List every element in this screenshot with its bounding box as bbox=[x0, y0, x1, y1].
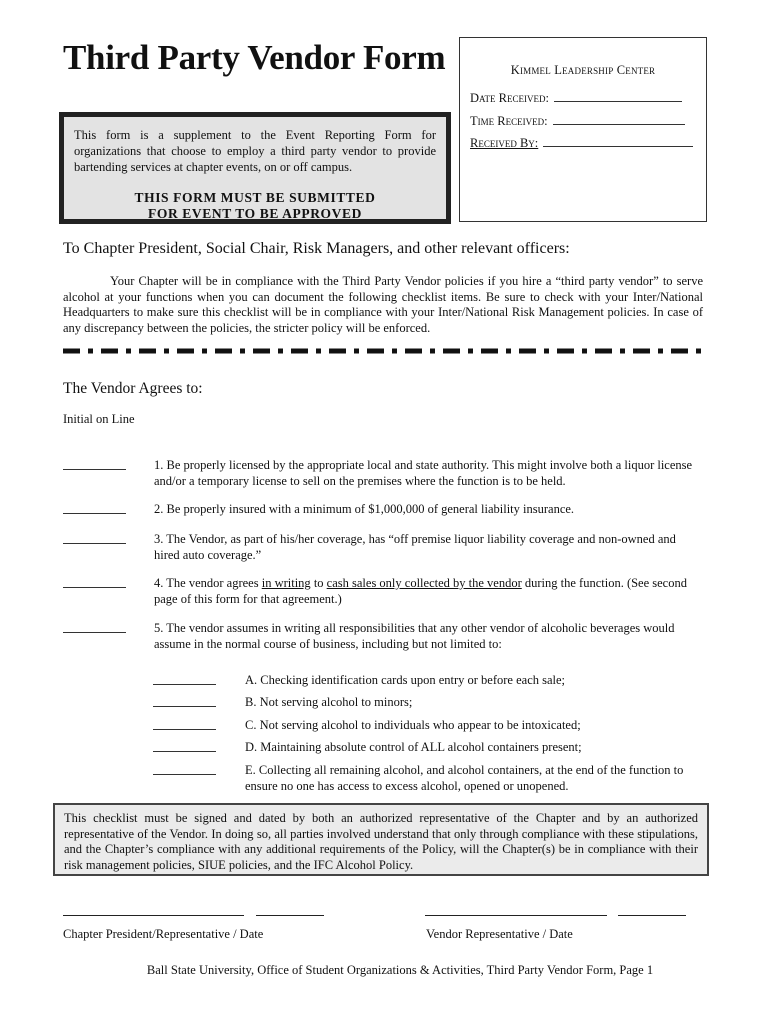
vendor-signature-line[interactable] bbox=[425, 915, 607, 916]
initial-line-5d[interactable] bbox=[153, 751, 216, 752]
agreement-item-5: 5. The vendor assumes in writing all responsibilities that any other vendor of alcoholic beverages would assume in the normal course of business, including but not limited to: bbox=[154, 621, 675, 651]
agreement-item-2: 2. Be properly insured with a minimum of $1,000,000 of general liability insurance. bbox=[154, 502, 575, 516]
received-by-row bbox=[470, 136, 693, 151]
item-4-post: during the function. (See second page of this form for that agreement.) bbox=[154, 576, 687, 606]
item-4-in-writing: in writing bbox=[261, 576, 311, 590]
item-4-cash-sales: cash sales only collected by the vendor bbox=[326, 576, 522, 590]
date-received-field[interactable] bbox=[554, 92, 682, 102]
item-4-pre: 4. The vendor agrees bbox=[154, 576, 262, 590]
sub-item-d: D. Maintaining absolute control of ALL alcohol containers present; bbox=[245, 740, 582, 754]
agreement-item-4 bbox=[154, 576, 704, 607]
agreement-item-3: 3. The Vendor, as part of his/her coverage, has “off premise liquor liability coverage and non-owned and hired auto coverage.” bbox=[154, 532, 676, 562]
vendor-agrees-heading: The Vendor Agrees to: bbox=[63, 380, 203, 397]
must-submit-notice bbox=[64, 190, 446, 222]
chapter-signature-label: Chapter President/Representative / Date bbox=[63, 927, 264, 941]
intro-text: Your Chapter will be in compliance with the Third Party Vendor policies if you hire a “third party vendor” to serve alcohol at your functions when you can document the following checklist items. Be sure to check with your Inter/National Headquarters to make sure this checklist will be in compliance with your Inter/National Risk Management policies. In case of any discrepancy between the policies, the stricter policy will be enforced. bbox=[63, 274, 703, 335]
dash-dot-separator bbox=[63, 348, 703, 354]
sub-item-c: C. Not serving alcohol to individuals who appear to be intoxicated; bbox=[245, 718, 581, 732]
chapter-signature-line[interactable] bbox=[63, 915, 244, 916]
addressee-heading: To Chapter President, Social Chair, Risk Managers, and other relevant officers: bbox=[63, 240, 570, 257]
page-footer: Ball State University, Office of Student Organizations & Activities, Third Party Vendor Form, Page 1 bbox=[146, 963, 654, 977]
received-by-label: Received By: bbox=[470, 136, 539, 150]
kimmel-heading: Kimmel Leadership Center bbox=[510, 63, 656, 77]
item-4-mid: to bbox=[310, 576, 327, 590]
kimmel-receipt-box bbox=[459, 37, 707, 222]
initial-line-4[interactable] bbox=[63, 587, 126, 588]
time-received-field[interactable] bbox=[553, 115, 685, 125]
initial-line-2[interactable] bbox=[63, 513, 126, 514]
compliance-text: This checklist must be signed and dated by both an authorized representative of the Chapter and by an authorized representative of the Vendor. In doing so, all parties involved understand that only through compliance with these stipulations, and the Chapter’s compliance with any additional requirements of the Policy, will the Chapter(s) be in compliance with their risk management policies, SIUE policies, and the IFC Alcohol Policy. bbox=[64, 811, 698, 872]
compliance-notice-box bbox=[53, 803, 709, 876]
supplement-notice-box bbox=[59, 112, 451, 224]
intro-paragraph bbox=[63, 274, 703, 336]
vendor-signature-label: Vendor Representative / Date bbox=[426, 927, 573, 941]
form-title: Third Party Vendor Form bbox=[63, 38, 446, 77]
initial-line-5b[interactable] bbox=[153, 706, 216, 707]
initial-on-line-label: Initial on Line bbox=[63, 412, 135, 426]
time-received-label: Time Received: bbox=[470, 114, 548, 128]
chapter-date-line[interactable] bbox=[256, 915, 324, 916]
date-received-row bbox=[470, 91, 682, 106]
agreement-item-1: 1. Be properly licensed by the appropriate local and state authority. This might involve both a liquor license and/or a temporary license to sell on the premises where the function is to be held. bbox=[154, 458, 693, 488]
initial-line-5c[interactable] bbox=[153, 729, 216, 730]
vendor-date-line[interactable] bbox=[618, 915, 686, 916]
supplement-text: This form is a supplement to the Event Reporting Form for organizations that choose to employ a third party vendor to provide bartending services at chapter events, on or off campus. bbox=[74, 128, 436, 174]
must-submit-line-2: FOR EVENT TO BE APPROVED bbox=[148, 206, 362, 221]
sub-item-e: E. Collecting all remaining alcohol, and alcohol containers, at the end of the function to ensure no one has access to excess alcohol, opened or unopened. bbox=[245, 763, 684, 793]
time-received-row bbox=[470, 114, 685, 129]
sub-item-a: A. Checking identification cards upon entry or before each sale; bbox=[245, 673, 566, 687]
initial-line-5a[interactable] bbox=[153, 684, 216, 685]
must-submit-line-1: THIS FORM MUST BE SUBMITTED bbox=[134, 190, 376, 205]
initial-line-5[interactable] bbox=[63, 632, 126, 633]
sub-item-b: B. Not serving alcohol to minors; bbox=[245, 695, 413, 709]
initial-line-1[interactable] bbox=[63, 469, 126, 470]
date-received-label: Date Received: bbox=[470, 91, 549, 105]
initial-line-3[interactable] bbox=[63, 543, 126, 544]
initial-line-5e[interactable] bbox=[153, 774, 216, 775]
received-by-field[interactable] bbox=[543, 137, 693, 147]
